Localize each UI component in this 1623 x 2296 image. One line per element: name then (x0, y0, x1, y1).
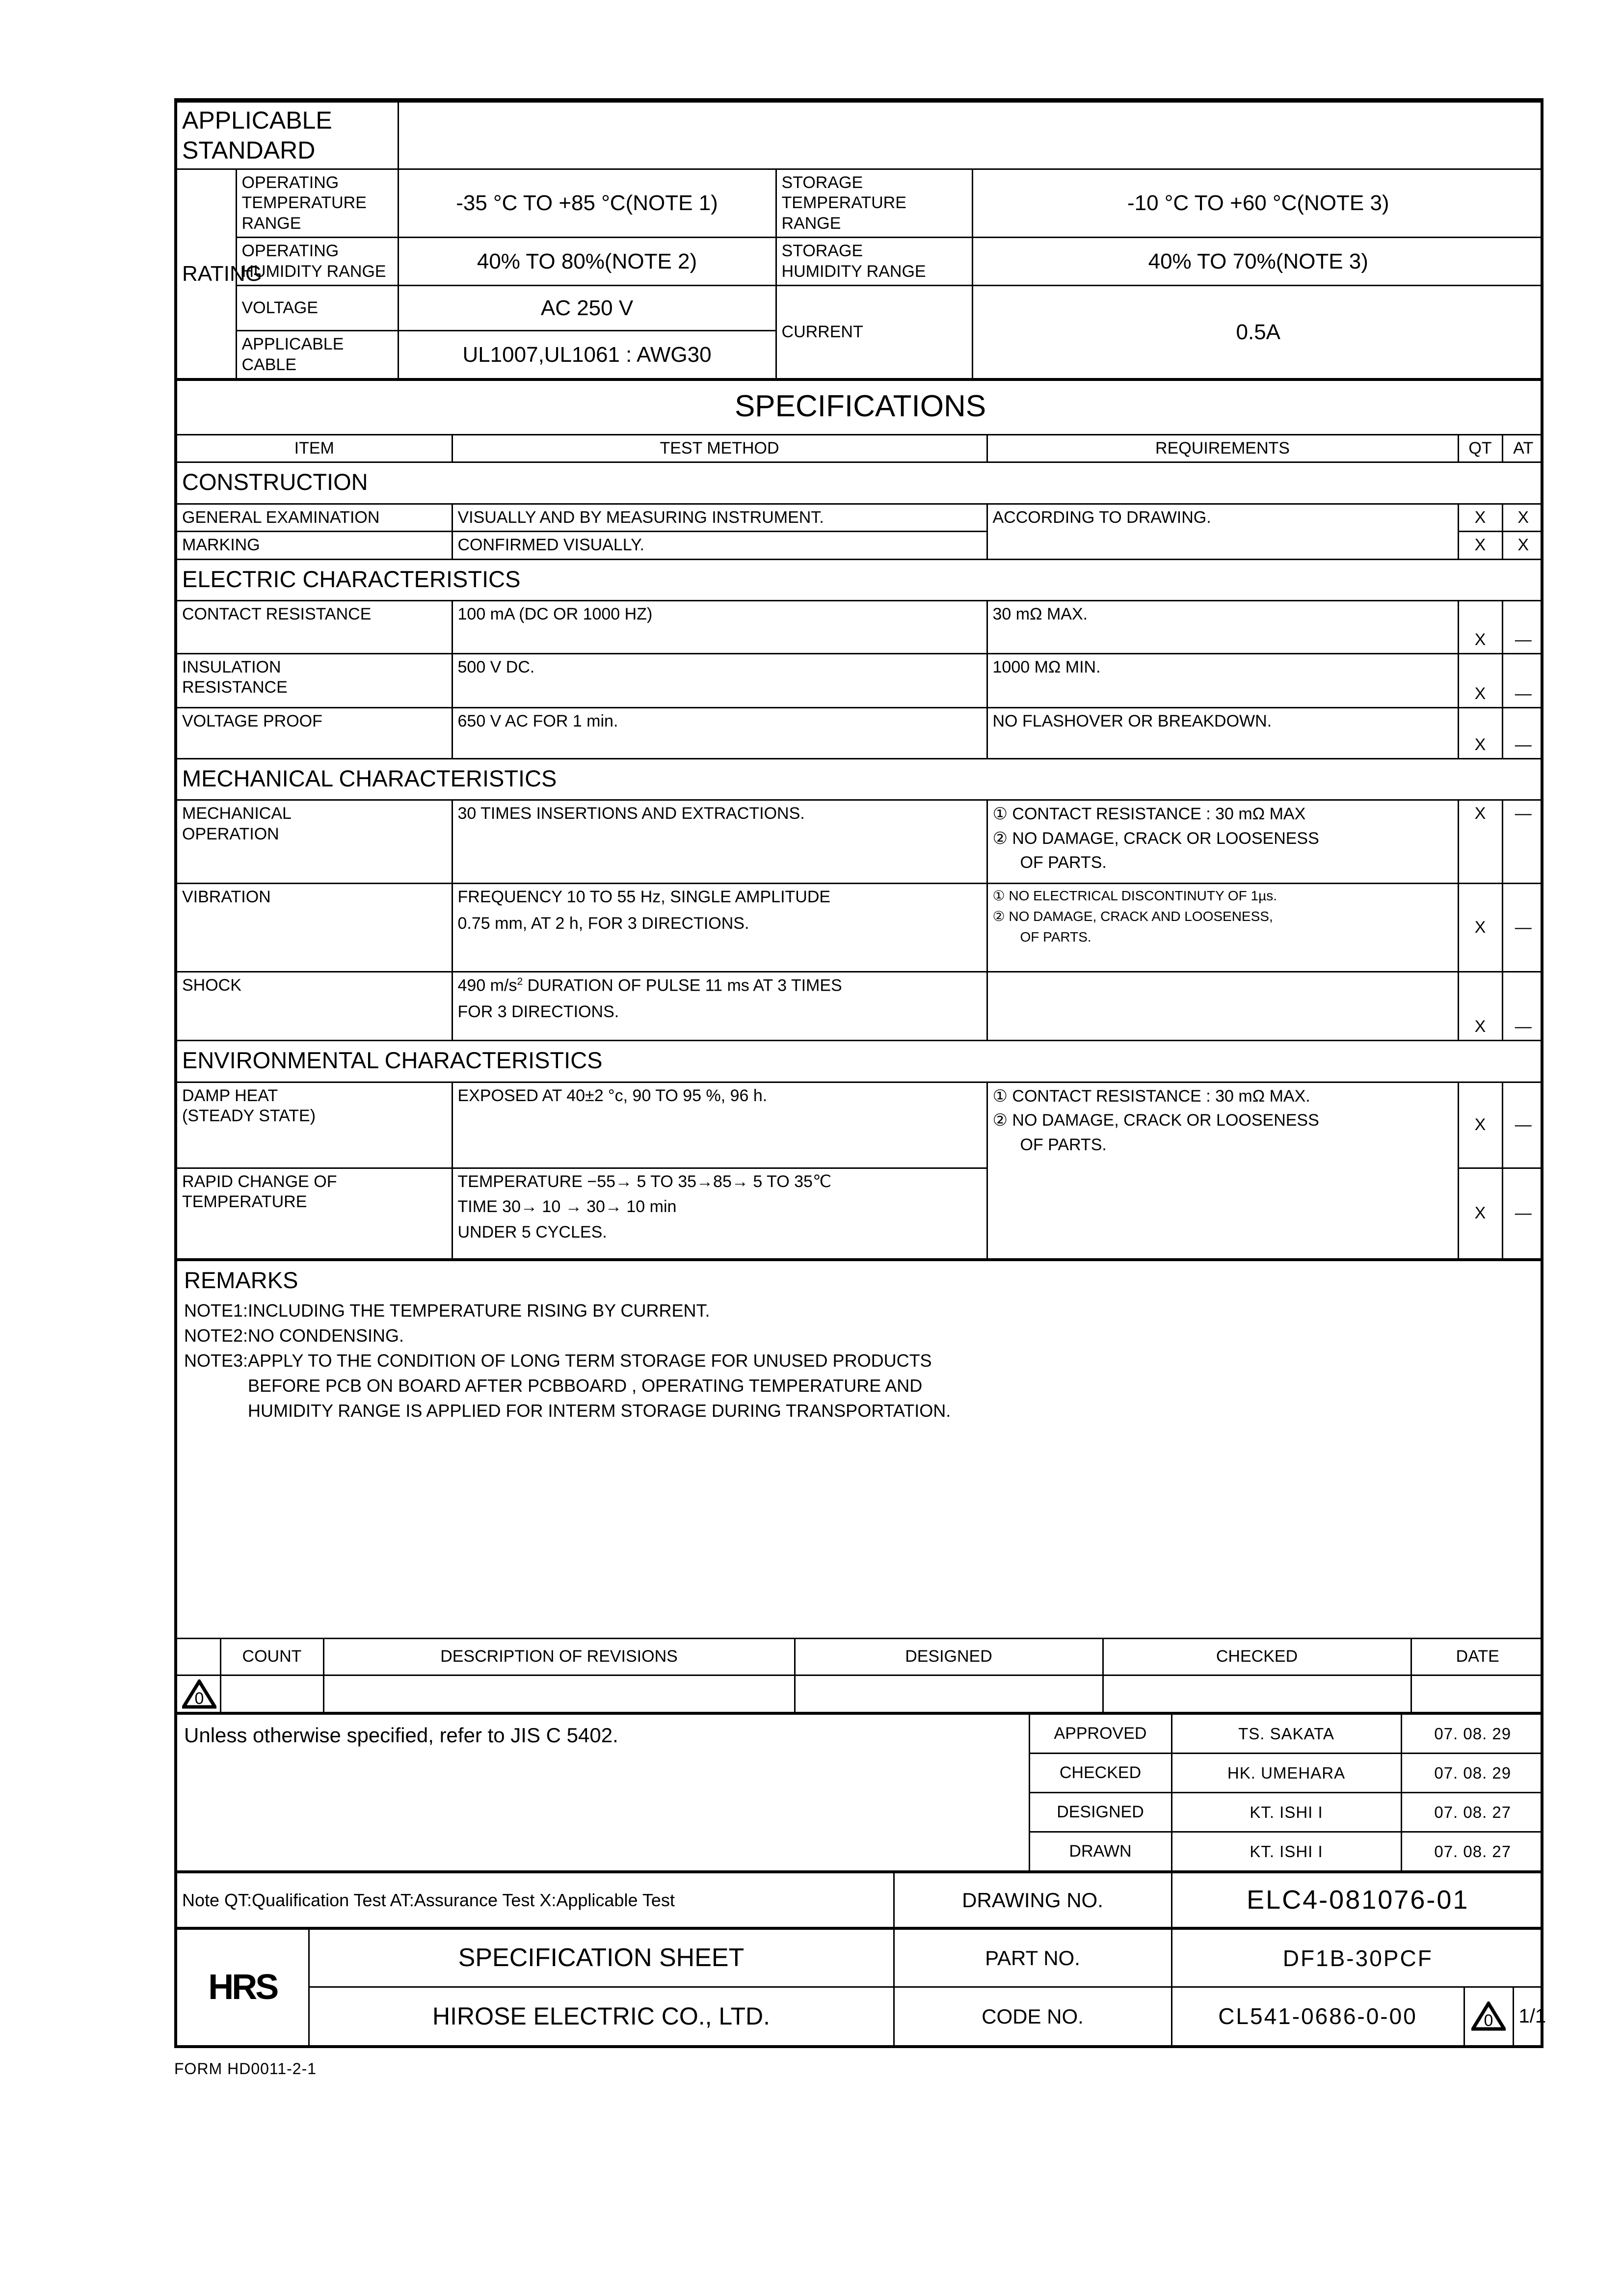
code-no-value: CL541-0686-0-00 (1171, 1987, 1464, 2045)
operating-temp-line1: OPERATING (241, 173, 339, 192)
damp-req-2b: OF PARTS. (1020, 1135, 1107, 1154)
at-voltage-proof: — (1502, 707, 1543, 758)
revision-table (177, 1639, 1543, 1714)
title-block-row-2 (177, 1987, 1543, 2045)
form-label: FORM HD0011-2-1 (174, 2060, 317, 2078)
req-voltage-proof: NO FLASHOVER OR BREAKDOWN. (987, 707, 1458, 758)
qt-damp-heat: X (1458, 1082, 1502, 1168)
column-header-at: AT (1502, 434, 1543, 462)
section-heading-construction (177, 462, 1543, 504)
vibration-req-1: ① NO ELECTRICAL DISCONTINUTY OF 1µs. (992, 888, 1277, 904)
rapid-test-line1: TEMPERATURE −55→ 5 TO 35→85→ 5 TO 35℃ (457, 1172, 832, 1191)
mech-req-2b: OF PARTS. (1020, 853, 1107, 872)
rating-row-voltage (177, 286, 1543, 331)
table-row (177, 884, 1543, 972)
at-damp-heat: — (1502, 1082, 1543, 1168)
at-general-examination: X (1502, 504, 1543, 531)
qt-insulation-resistance: X (1458, 653, 1502, 707)
item-voltage-proof: VOLTAGE PROOF (177, 707, 452, 758)
approval-date-checked: 07. 08. 29 (1401, 1754, 1543, 1793)
voltage-value: AC 250 V (398, 286, 776, 331)
revision-col-count: COUNT (220, 1639, 323, 1675)
jis-note-text: Unless otherwise specified, refer to JIS C 5402. (184, 1724, 618, 1747)
test-contact-resistance: 100 mA (DC OR 1000 HZ) (452, 600, 987, 653)
table-row (177, 1675, 1543, 1713)
vibration-test-line2: 0.75 mm, AT 2 h, FOR 3 DIRECTIONS. (457, 914, 749, 933)
at-marking: X (1502, 532, 1543, 559)
shock-unit: 490 m/s (457, 976, 517, 995)
mech-op-line1: MECHANICAL (182, 804, 292, 823)
jis-note-cell (177, 1714, 1029, 1871)
mech-req-2: ② NO DAMAGE, CRACK OR LOOSENESS (992, 829, 1319, 848)
storage-temperature-label (776, 169, 972, 238)
construction-heading: CONSTRUCTION (177, 462, 1543, 504)
test-damp-heat: EXPOSED AT 40±2 °c, 90 TO 95 %, 96 h. (452, 1082, 987, 1168)
at-vibration: — (1502, 884, 1543, 972)
vibration-test-line1: FREQUENCY 10 TO 55 Hz, SINGLE AMPLITUDE (457, 888, 831, 907)
storage-temperature-value: -10 °C TO +60 °C(NOTE 3) (972, 169, 1543, 238)
storage-hum-line2: HUMIDITY RANGE (781, 262, 926, 281)
remarks-cell (177, 1260, 1541, 1638)
company-name: HIROSE ELECTRIC CO., LTD. (309, 1987, 894, 2045)
insulation-line2: RESISTANCE (182, 678, 288, 697)
approval-name-approved: TS. SAKATA (1171, 1714, 1401, 1754)
shock-exponent: 2 (517, 976, 523, 988)
vibration-req-2b: OF PARTS. (1020, 929, 1091, 945)
drawing-no-value: ELC4-081076-01 (1171, 1873, 1543, 1928)
approval-block (177, 1713, 1543, 1872)
table-row (177, 972, 1543, 1041)
current-label: CURRENT (776, 286, 972, 379)
title-block (177, 1928, 1546, 2045)
test-mechanical-operation: 30 TIMES INSERTIONS AND EXTRACTIONS. (452, 800, 987, 884)
test-rapid-change (452, 1168, 987, 1259)
operating-temperature-label (236, 169, 398, 238)
item-vibration: VIBRATION (177, 884, 452, 972)
shock-test-line2: FOR 3 DIRECTIONS. (457, 1002, 619, 1022)
part-no-label: PART NO. (894, 1929, 1171, 1987)
at-shock: — (1502, 972, 1543, 1041)
code-no-label: CODE NO. (894, 1987, 1171, 2045)
storage-hum-line1: STORAGE (781, 242, 863, 261)
req-insulation-resistance: 1000 MΩ MIN. (987, 653, 1458, 707)
remarks-note1: NOTE1:INCLUDING THE TEMPERATURE RISING BY CURRENT. (184, 1300, 710, 1321)
table-row (177, 653, 1543, 707)
remarks-body (184, 1298, 1534, 1424)
shock-test-line1 (458, 975, 982, 996)
applicable-cable-value: UL1007,UL1061 : AWG30 (398, 331, 776, 379)
remarks-note2: NOTE2:NO CONDENSING. (184, 1325, 404, 1346)
table-row (177, 800, 1543, 884)
rapid-change-line1: RAPID CHANGE OF (182, 1172, 337, 1191)
column-header-qt: QT (1458, 434, 1502, 462)
approval-name-designed: KT. ISHI I (1171, 1793, 1401, 1832)
applicable-standard-row (177, 102, 1543, 169)
applicable-standard-label: APPLICABLE STANDARD (177, 102, 398, 169)
applicable-standard-value (398, 102, 1543, 169)
qt-voltage-proof: X (1458, 707, 1502, 758)
revision-designed-cell (795, 1675, 1103, 1713)
item-shock: SHOCK (177, 972, 452, 1041)
operating-humidity-value: 40% TO 80%(NOTE 2) (398, 238, 776, 286)
column-header-item: ITEM (177, 434, 452, 462)
drawing-number-row (177, 1873, 1543, 1928)
revision-description-cell (323, 1675, 795, 1713)
test-vibration (452, 884, 987, 972)
revision-header-row (177, 1639, 1543, 1675)
rapid-test-line2: TIME 30→ 10 → 30→ 10 min (457, 1197, 677, 1216)
revision-mark-header (177, 1639, 220, 1675)
approval-name-checked: HK. UMEHARA (1171, 1754, 1401, 1793)
qt-general-examination: X (1458, 504, 1502, 531)
damp-heat-line2: (STEADY STATE) (182, 1107, 316, 1126)
table-row (177, 504, 1543, 531)
sheet-title: SPECIFICATION SHEET (309, 1929, 894, 1987)
qt-vibration: X (1458, 884, 1502, 972)
qt-contact-resistance: X (1458, 600, 1502, 653)
revision-col-description: DESCRIPTION OF REVISIONS (323, 1639, 795, 1675)
storage-temp-line1: STORAGE (781, 173, 863, 192)
approval-role-designed: DESIGNED (1029, 1793, 1171, 1832)
footer-revision-mark (1464, 1987, 1513, 2045)
item-contact-resistance: CONTACT RESISTANCE (177, 600, 452, 653)
jis-approved-row (177, 1714, 1543, 1754)
column-header-test-method: TEST METHOD (452, 434, 987, 462)
specifications-title-row (177, 380, 1543, 435)
qt-shock: X (1458, 972, 1502, 1041)
req-general-examination: ACCORDING TO DRAWING. (987, 504, 1458, 559)
hrs-logo-text: HRS (208, 1968, 277, 2007)
revision-mark-cell (177, 1675, 220, 1713)
specifications-title: SPECIFICATIONS (177, 380, 1543, 435)
damp-heat-line1: DAMP HEAT (182, 1086, 278, 1105)
vibration-req-2: ② NO DAMAGE, CRACK AND LOOSENESS, (992, 909, 1273, 924)
remarks-note3-cont2: HUMIDITY RANGE IS APPLIED FOR INTERM STORAGE DURING TRANSPORTATION. (248, 1401, 951, 1421)
item-rapid-change (177, 1168, 452, 1259)
rapid-change-line2: TEMPERATURE (182, 1192, 307, 1212)
req-mechanical-operation (987, 800, 1458, 884)
approval-role-drawn: DRAWN (1029, 1832, 1171, 1871)
qt-rapid-change: X (1458, 1168, 1502, 1259)
remarks-row (177, 1260, 1541, 1638)
approval-role-checked: CHECKED (1029, 1754, 1171, 1793)
test-insulation-resistance: 500 V DC. (452, 653, 987, 707)
item-general-examination: GENERAL EXAMINATION (177, 504, 452, 531)
rating-label: RATING (177, 169, 236, 379)
req-contact-resistance: 30 mΩ MAX. (987, 600, 1458, 653)
operating-humidity-label (236, 238, 398, 286)
drawing-no-label: DRAWING NO. (894, 1873, 1171, 1928)
rating-table (177, 101, 1543, 379)
test-general-examination: VISUALLY AND BY MEASURING INSTRUMENT. (452, 504, 987, 531)
remarks-table (177, 1260, 1541, 1639)
table-row (177, 1082, 1543, 1168)
storage-temp-line2: TEMPERATURE RANGE (781, 193, 906, 233)
page-number: 1/1 (1513, 1987, 1543, 2045)
damp-req-2: ② NO DAMAGE, CRACK OR LOOSENESS (992, 1111, 1319, 1130)
table-row (177, 600, 1543, 653)
item-marking: MARKING (177, 532, 452, 559)
operating-hum-line2: HUMIDITY RANGE (241, 262, 386, 281)
warning-triangle-icon (182, 1679, 216, 1709)
req-vibration (987, 884, 1458, 972)
damp-req-1: ① CONTACT RESISTANCE : 30 mΩ MAX. (992, 1086, 1310, 1106)
test-shock (452, 972, 987, 1041)
revision-date-cell (1411, 1675, 1543, 1713)
test-voltage-proof: 650 V AC FOR 1 min. (452, 707, 987, 758)
remarks-heading: REMARKS (184, 1267, 298, 1293)
revision-col-date: DATE (1411, 1639, 1543, 1675)
electric-heading: ELECTRIC CHARACTERISTICS (177, 559, 1543, 600)
qt-mechanical-operation: X (1458, 800, 1502, 884)
storage-humidity-value: 40% TO 70%(NOTE 3) (972, 238, 1543, 286)
environmental-heading: ENVIRONMENTAL CHARACTERISTICS (177, 1041, 1543, 1082)
part-no-value: DF1B-30PCF (1171, 1929, 1543, 1987)
applicable-cable-label: APPLICABLE CABLE (236, 331, 398, 379)
specifications-table (177, 379, 1543, 1259)
at-insulation-resistance: — (1502, 653, 1543, 707)
approval-role-approved: APPROVED (1029, 1714, 1171, 1754)
operating-temperature-value: -35 °C TO +85 °C(NOTE 1) (398, 169, 776, 238)
item-mechanical-operation (177, 800, 452, 884)
req-damp-heat (987, 1082, 1458, 1259)
section-heading-mechanical (177, 758, 1543, 800)
revision-count-cell (220, 1675, 323, 1713)
at-mechanical-operation: — (1502, 800, 1543, 884)
operating-temp-line2: TEMPERATURE RANGE (241, 193, 367, 233)
at-contact-resistance: — (1502, 600, 1543, 653)
test-marking: CONFIRMED VISUALLY. (452, 532, 987, 559)
revision-checked-cell (1103, 1675, 1411, 1713)
mechanical-heading: MECHANICAL CHARACTERISTICS (177, 758, 1543, 800)
section-heading-environmental (177, 1041, 1543, 1082)
storage-humidity-label (776, 238, 972, 286)
specification-sheet (174, 98, 1546, 2048)
specifications-header-row (177, 434, 1543, 462)
req-shock (987, 972, 1458, 1041)
shock-desc: DURATION OF PULSE 11 ms AT 3 TIMES (523, 976, 842, 995)
voltage-label: VOLTAGE (236, 286, 398, 331)
svg-text:0: 0 (194, 1689, 204, 1708)
table-row (177, 707, 1543, 758)
section-heading-electric (177, 559, 1543, 600)
warning-triangle-icon (1471, 2001, 1506, 2031)
remarks-note3: NOTE3:APPLY TO THE CONDITION OF LONG TERM STORAGE FOR UNUSED PRODUCTS (184, 1351, 932, 1371)
rating-row-humidity (177, 238, 1543, 286)
mech-op-line2: OPERATION (182, 824, 279, 843)
rapid-test-line3: UNDER 5 CYCLES. (457, 1222, 607, 1242)
footer-note: Note QT:Qualification Test AT:Assurance Test X:Applicable Test (177, 1873, 894, 1928)
revision-col-designed: DESIGNED (795, 1639, 1103, 1675)
svg-text:0: 0 (1484, 2011, 1493, 2030)
item-damp-heat (177, 1082, 452, 1168)
insulation-line1: INSULATION (182, 657, 281, 676)
rating-row-temperature (177, 169, 1543, 238)
approval-date-designed: 07. 08. 27 (1401, 1793, 1543, 1832)
qt-marking: X (1458, 532, 1502, 559)
approval-date-drawn: 07. 08. 27 (1401, 1832, 1543, 1871)
drawing-number-block (177, 1872, 1543, 1928)
at-rapid-change: — (1502, 1168, 1543, 1259)
item-insulation-resistance (177, 653, 452, 707)
mech-req-1: ① CONTACT RESISTANCE : 30 mΩ MAX (992, 805, 1306, 824)
column-header-requirements: REQUIREMENTS (987, 434, 1458, 462)
current-value: 0.5A (972, 286, 1543, 379)
revision-col-checked: CHECKED (1103, 1639, 1411, 1675)
operating-hum-line1: OPERATING (241, 242, 339, 261)
remarks-note3-cont1: BEFORE PCB ON BOARD AFTER PCBBOARD , OPERATING TEMPERATURE AND (248, 1376, 923, 1396)
company-logo (177, 1929, 309, 2045)
approval-name-drawn: KT. ISHI I (1171, 1832, 1401, 1871)
title-block-row-1 (177, 1929, 1543, 1987)
approval-date-approved: 07. 08. 29 (1401, 1714, 1543, 1754)
